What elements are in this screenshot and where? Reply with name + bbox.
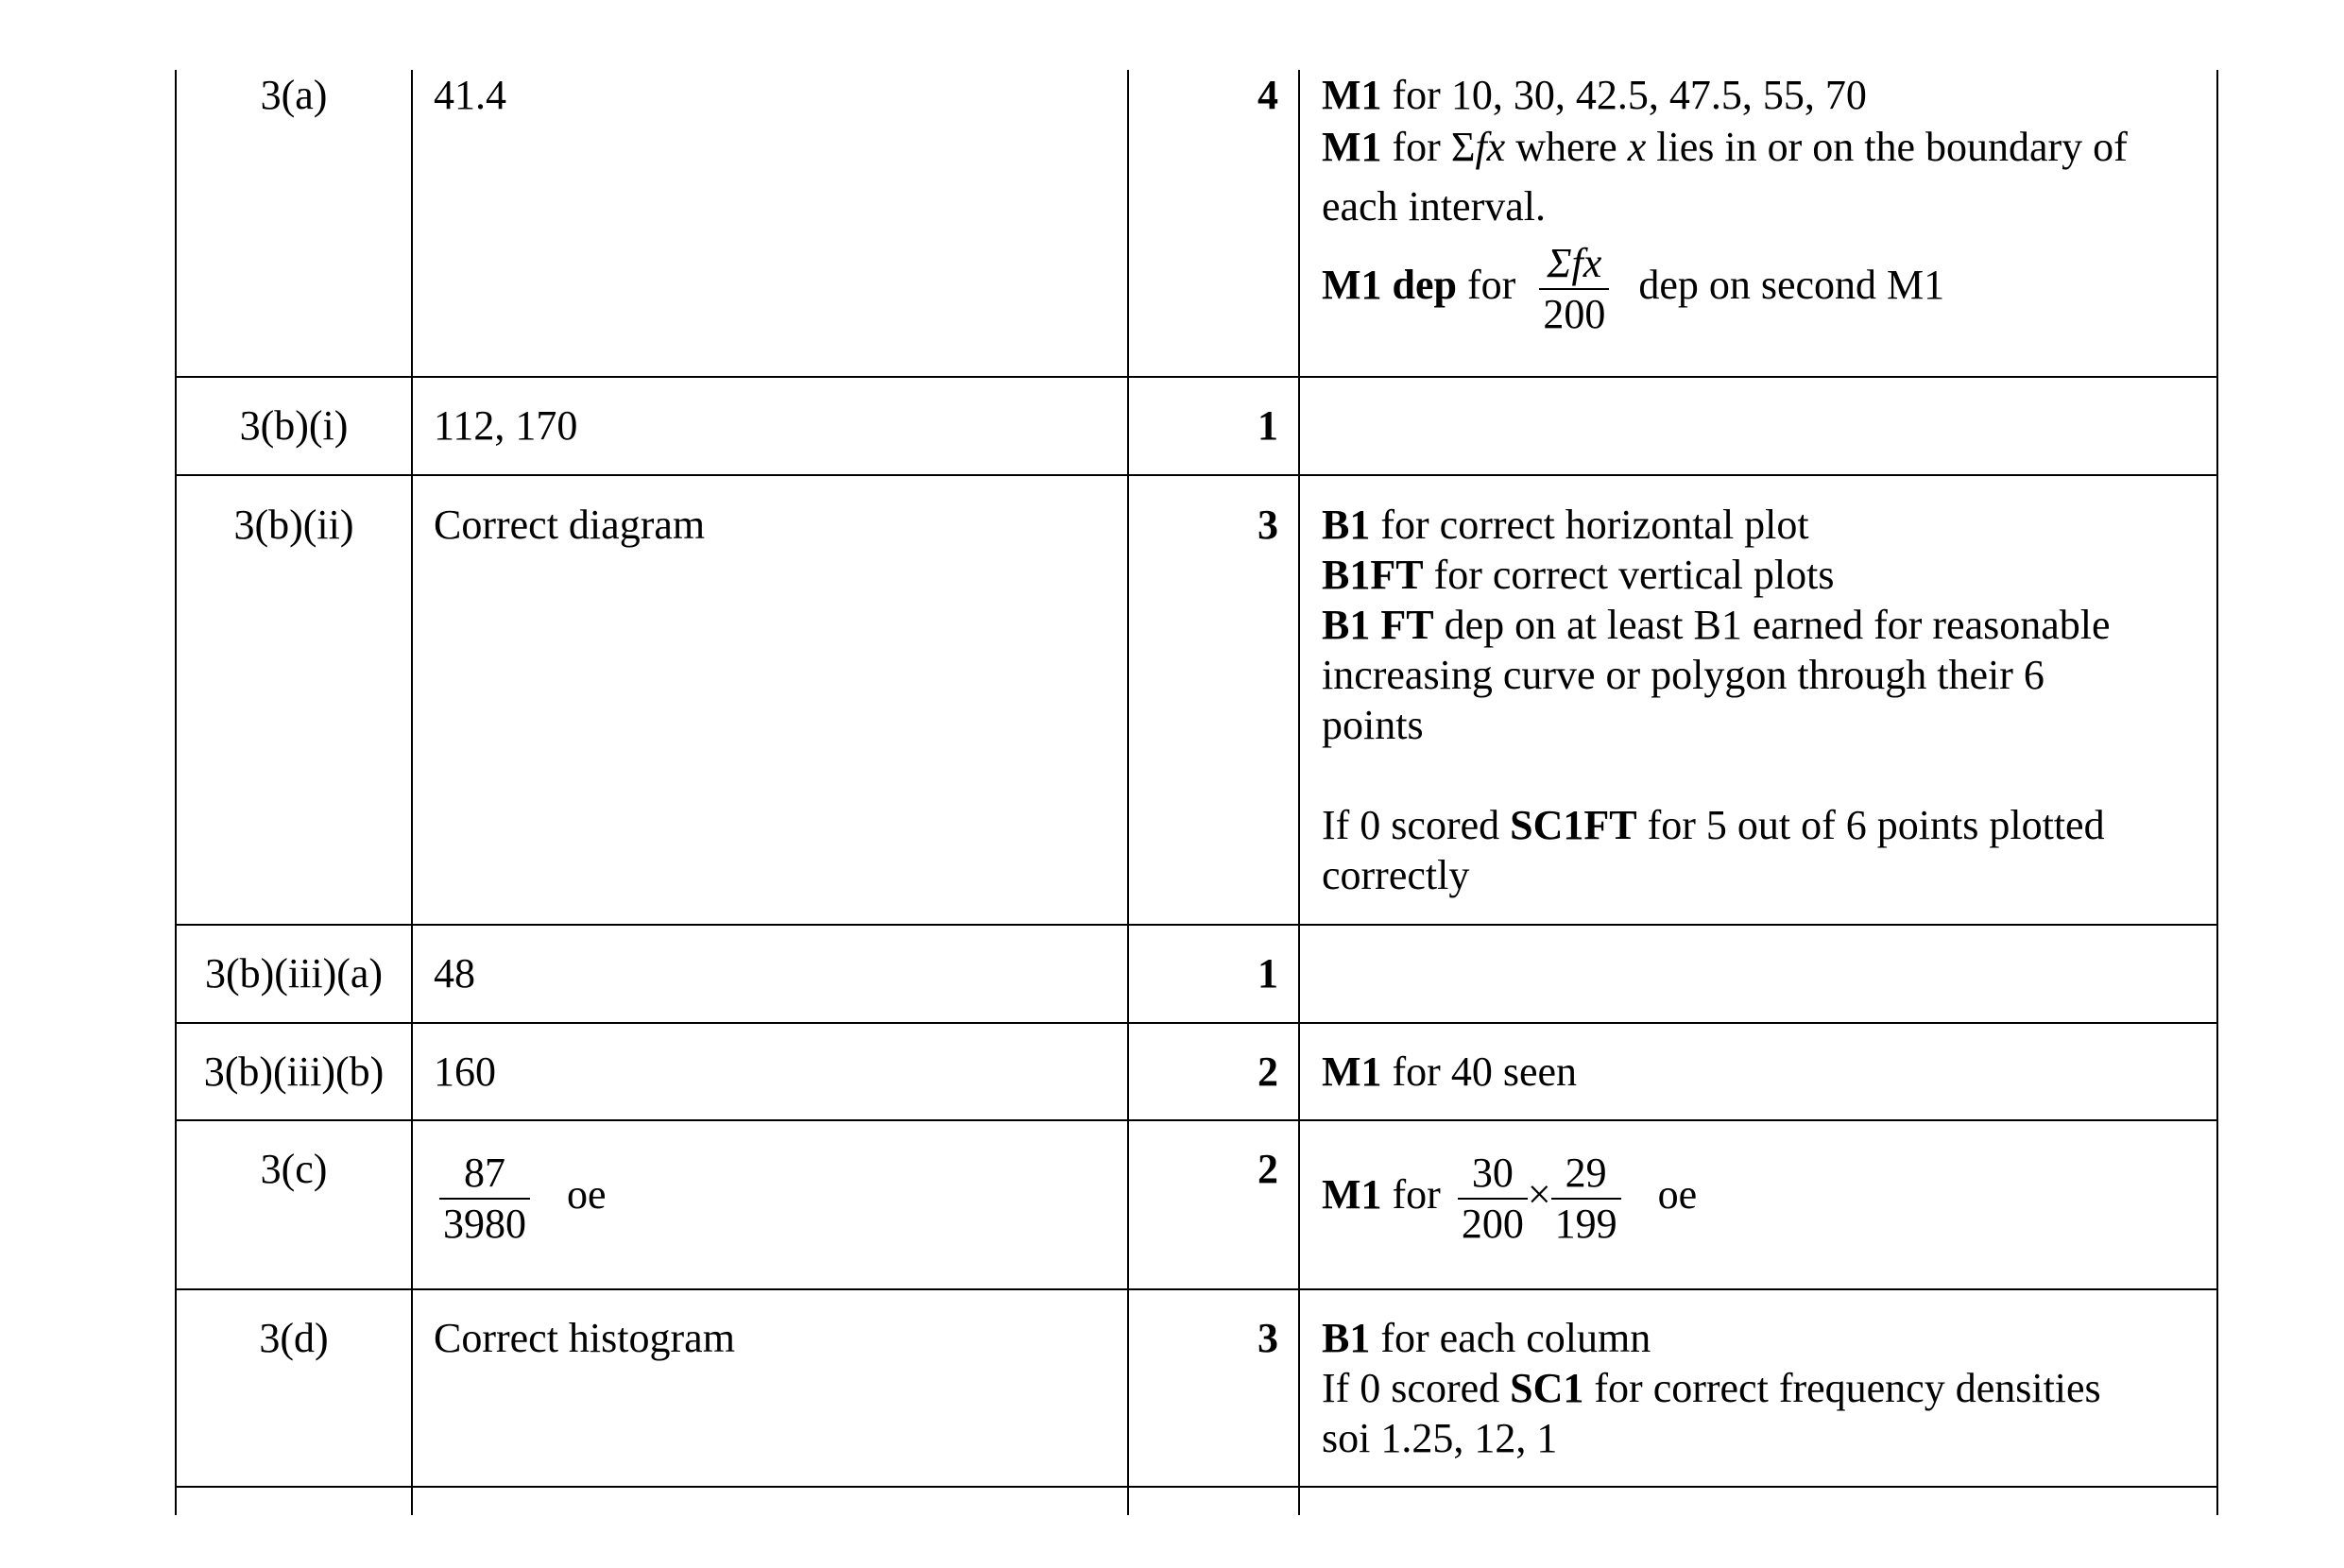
column-divider-marks — [1127, 70, 1129, 1515]
column-divider-notes — [1298, 70, 1300, 1515]
guidance-text: for correct vertical plots — [1433, 552, 1835, 598]
guidance-text: If 0 scored — [1322, 802, 1500, 848]
question-number: 3(a) — [260, 72, 328, 118]
guidance-text: dep on second M1 — [1638, 262, 1945, 309]
guidance-line: points — [1322, 702, 1424, 748]
fraction — [1458, 1149, 1528, 1249]
fraction-numerator: 87 — [439, 1149, 530, 1200]
fraction-denominator: 199 — [1554, 1201, 1617, 1247]
answer: Correct diagram — [434, 502, 706, 548]
guidance-text: where — [1515, 124, 1617, 170]
mark-code: M1 dep — [1322, 262, 1457, 309]
question-number: 3(b)(ii) — [233, 502, 354, 548]
mark-code: M1 — [1322, 124, 1382, 170]
guidance-text: for correct horizontal plot — [1380, 502, 1809, 548]
guidance-line: soi 1.25, 12, 1 — [1322, 1415, 1558, 1461]
fraction-numerator: 30 — [1458, 1149, 1528, 1200]
guidance-line — [1322, 1047, 1577, 1097]
fraction — [1539, 239, 1609, 339]
answer — [434, 1149, 607, 1249]
fraction-numerator: 29 — [1551, 1149, 1621, 1200]
guidance-line — [1322, 550, 2111, 600]
row-divider — [175, 474, 2218, 476]
row-divider — [175, 1486, 2218, 1488]
question-number: 3(b)(i) — [239, 402, 349, 449]
guidance-line — [1322, 1313, 2101, 1363]
guidance-notes — [1322, 500, 2111, 900]
marks: 4 — [1258, 72, 1278, 118]
marks: 3 — [1258, 1315, 1278, 1361]
guidance-text: dep on at least B1 earned for reasonable — [1444, 602, 2111, 648]
guidance-line: correctly — [1322, 852, 1470, 898]
mark-code: M1 — [1322, 1048, 1382, 1095]
variable: fx — [1475, 124, 1506, 170]
question-number: 3(c) — [260, 1146, 328, 1192]
guidance-text: for — [1467, 262, 1516, 309]
row-divider — [175, 1119, 2218, 1121]
marks: 1 — [1258, 950, 1278, 997]
question-number: 3(b)(iii)(a) — [204, 950, 384, 997]
variable: x — [1627, 124, 1647, 170]
guidance-line — [1322, 239, 2128, 339]
guidance-text: for 5 out of 6 points plotted — [1647, 802, 2105, 848]
table-border-left — [175, 70, 177, 1515]
fraction — [1551, 1149, 1621, 1249]
question-number: 3(b)(iii)(b) — [203, 1048, 385, 1095]
mark-code: M1 — [1322, 1171, 1382, 1219]
marks: 3 — [1258, 502, 1278, 548]
mark-code: M1 — [1322, 72, 1382, 118]
mark-code: SC1FT — [1510, 802, 1637, 848]
answer: 48 — [434, 950, 475, 997]
sigma-symbol: Σ — [1450, 124, 1476, 170]
mark-code: B1 — [1322, 502, 1371, 548]
marks: 2 — [1258, 1146, 1278, 1192]
guidance-notes — [1322, 1047, 1577, 1097]
mark-code: B1FT — [1322, 552, 1424, 598]
guidance-text: for correct frequency densities — [1594, 1365, 2101, 1411]
guidance-text: for — [1392, 1171, 1441, 1219]
fraction-denominator: 200 — [1543, 291, 1606, 337]
guidance-text: for 10, 30, 42.5, 47.5, 55, 70 — [1392, 72, 1867, 118]
guidance-text: lies in or on the boundary of — [1656, 124, 2128, 170]
times-symbol: × — [1527, 1171, 1551, 1219]
guidance-line — [1322, 500, 2111, 550]
row-divider — [175, 376, 2218, 378]
guidance-notes — [1322, 1313, 2101, 1463]
row-divider — [175, 924, 2218, 926]
marks: 1 — [1258, 402, 1278, 449]
answer-suffix: oe — [567, 1171, 607, 1219]
fraction-numerator: Σfx — [1539, 239, 1609, 290]
row-divider — [175, 1022, 2218, 1024]
guidance-text: for each column — [1380, 1315, 1651, 1361]
answer: 41.4 — [434, 72, 506, 118]
row-divider — [175, 1288, 2218, 1290]
mark-code: B1 — [1322, 1315, 1371, 1361]
guidance-text: for — [1392, 124, 1441, 170]
guidance-text: If 0 scored — [1322, 1365, 1500, 1411]
guidance-line: increasing curve or polygon through their 6 — [1322, 652, 2045, 698]
mark-code: SC1 — [1510, 1365, 1584, 1411]
fraction-denominator: 200 — [1461, 1201, 1524, 1247]
guidance-line — [1322, 800, 2111, 850]
guidance-line — [1322, 600, 2111, 650]
answer-fraction — [439, 1149, 530, 1249]
mark-code: B1 FT — [1322, 602, 1434, 648]
answer: 160 — [434, 1048, 496, 1095]
guidance-line — [1322, 122, 2128, 172]
fraction-denominator: 3980 — [443, 1201, 526, 1247]
guidance-line — [1322, 70, 2128, 120]
column-divider-answer — [411, 70, 413, 1515]
answer: 112, 170 — [434, 402, 578, 449]
table-border-right — [2216, 70, 2218, 1515]
guidance-notes — [1322, 70, 2128, 339]
guidance-text: for 40 seen — [1392, 1048, 1578, 1095]
question-number: 3(d) — [259, 1315, 329, 1361]
answer-suffix: oe — [1657, 1171, 1698, 1219]
marks: 2 — [1258, 1048, 1278, 1095]
guidance-line — [1322, 1363, 2101, 1413]
guidance-notes — [1322, 1149, 1697, 1249]
guidance-line: each interval. — [1322, 183, 1546, 230]
answer: Correct histogram — [434, 1315, 735, 1361]
